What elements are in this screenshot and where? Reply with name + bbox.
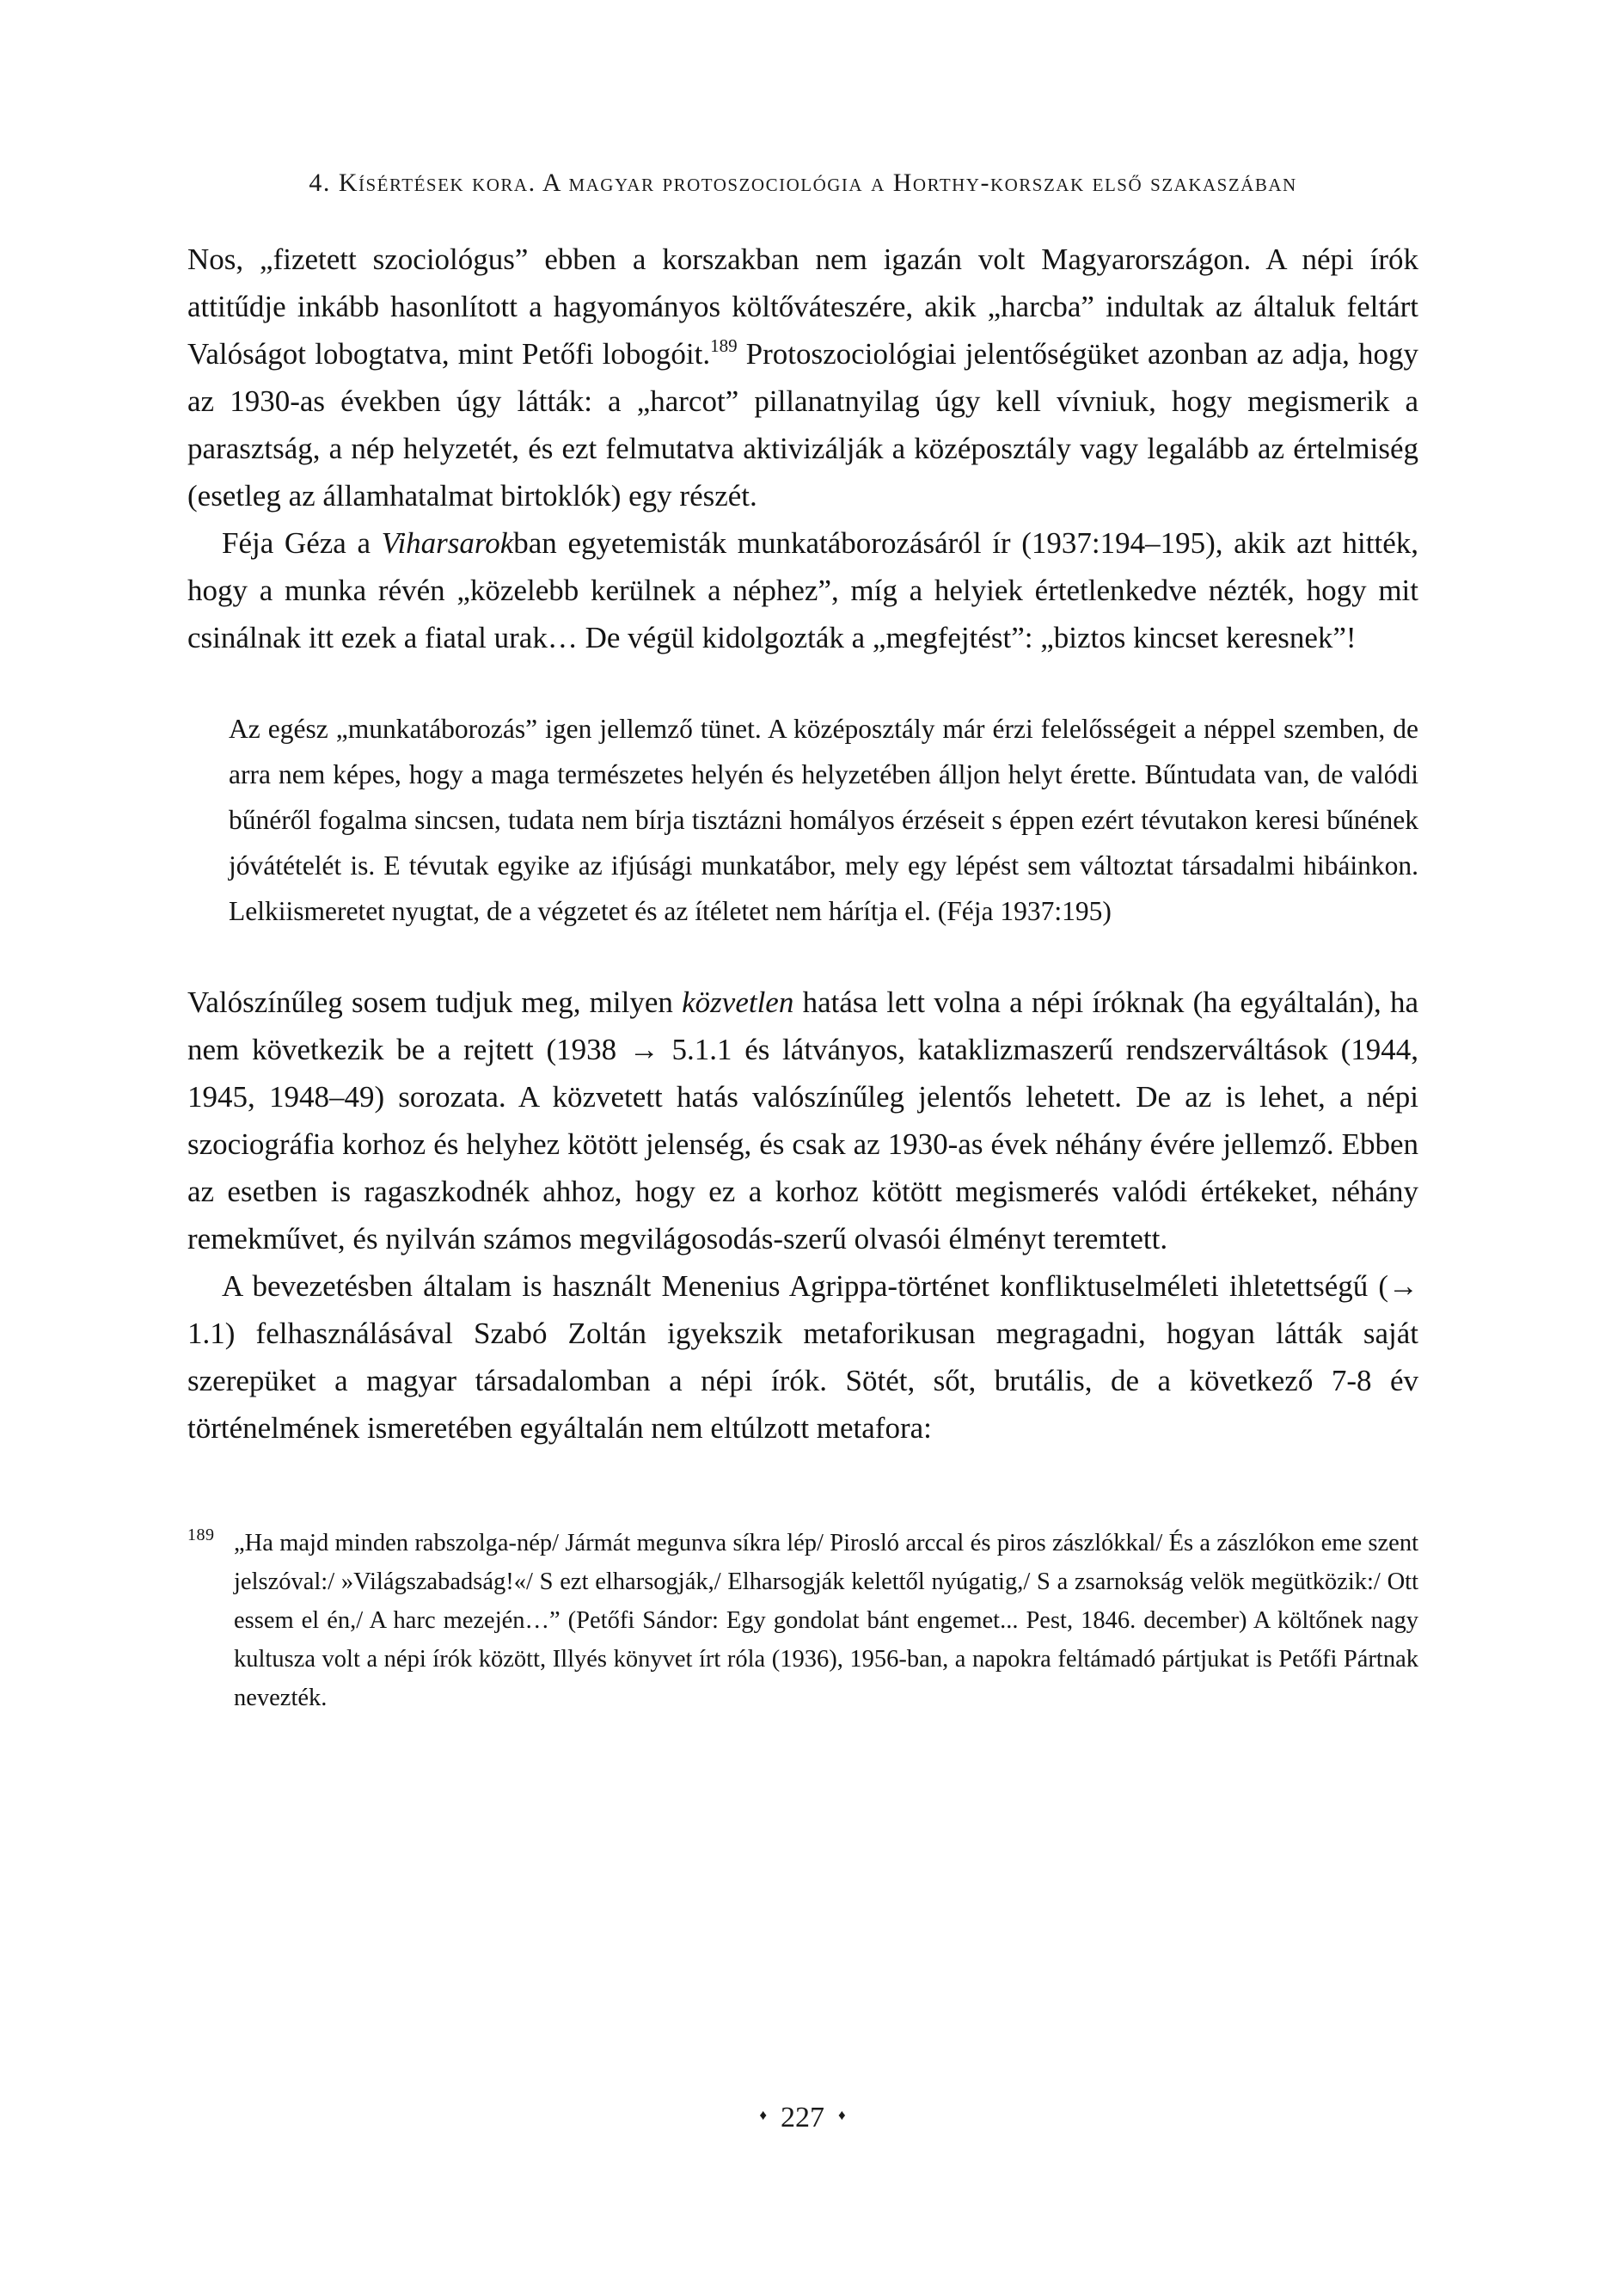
page-number: 227 <box>781 2102 824 2133</box>
footnote-text: „Ha majd minden rabszolga-nép/ Jármát megunva síkra lép/ Pirosló arccal és piros zászlókkal/ És a zászlókon eme szent jelszóval:/ »Világszabadság!«/ S ezt elharsogják,/ Elharsogják kelettől nyúgatig,/ S a zsarnokság velök megütközik:/ Ott essem el én,/ A harc mezején…” (Petőfi Sándor: Egy gondolat bánt engemet... Pest, 1846. december) A költőnek nagy kultusza volt a népi írók között, Illyés könyvet írt róla (1936), 1956-ban, a napokra feltámadó pártjukat is Petőfi Pártnak nevezték. <box>234 1530 1418 1711</box>
paragraph-2-text: Féja Géza a <box>222 526 382 560</box>
paragraph-1-continuation: Protoszociológiai jelentőségüket azonban az adja, hogy az 1930-as években úgy látták: a „harcot” pillanatnyilag úgy kell vívniuk, hogy megismerik a parasztság, a nép helyzetét, és ezt felmutatva aktivizálják a középosztály vagy legalább az értelmiség (esetleg az államhatalmat birtoklók) egy részét. <box>187 337 1418 513</box>
page-footer <box>0 2102 1605 2134</box>
block-quote: Az egész „munkatáborozás” igen jellemző tünet. A középosztály már érzi felelősségeit a néppel szemben, de arra nem képes, hogy a maga természetes helyén és helyzetében álljon helyt érette. Bűntudata van, de valódi bűnéről fogalma sincsen, tudata nem bírja tisztázni homályos érzéseit s éppen ezért tévutakon keresi bűnének jóvátételét is. E tévutak egyike az ifjúsági munkatábor, mely egy lépést sem változtat társadalmi hibáinkon. Lelkiismeretet nyugtat, de a végzetet és az ítéletet nem hárítja el. (Féja 1937:195) <box>229 714 1418 926</box>
paragraph-3-continuation: hatása lett volna a népi íróknak (ha egyáltalán), ha nem következik be a rejtett (1938 → 5.1.1 és látványos, kataklizmaszerű rendszerváltások (1944, 1945, 1948–49) sorozata. A közvetett hatás valószínűleg jelentős lehetett. De az is lehet, a népi szociográfia korhoz és helyhez kötött jelenség, és csak az 1930-as évek néhány évére jellemző. Ebben az esetben is ragaszkodnék ahhoz, hogy ez a korhoz kötött megismerés valódi értékeket, néhány remekművet, és nyilván számos megvilágosodás-szerű olvasói élményt teremtett. <box>187 985 1418 1255</box>
running-header: 4. Kísértések kora. A magyar protoszociológia a Horthy-korszak első szakaszában <box>309 169 1297 197</box>
paragraph-3-text: Valószínűleg sosem tudjuk meg, milyen <box>187 985 683 1019</box>
book-title-italic: Viharsarok <box>381 526 514 560</box>
footnote-number: 189 <box>187 1526 215 1544</box>
text-block <box>187 0 1418 1717</box>
paragraph-3 <box>187 979 1418 1262</box>
paragraph-1-text: Nos, „fizetett szociológus” ebben a korszakban nem igazán volt Magyarországon. A népi írók attitűdje inkább hasonlított a hagyományos költőváteszére, akik „harcba” indultak az általuk feltárt Valóságot lobogtatva, mint Petőfi lobogóit. <box>187 242 1418 371</box>
emphasis-italic: közvetlen <box>682 985 794 1019</box>
body-copy <box>187 236 1418 1452</box>
footnote-reference: 189 <box>710 335 738 356</box>
diamond-bullet-icon: ♦ <box>759 2107 767 2123</box>
paragraph-4: A bevezetésben általam is használt Menenius Agrippa-történet konfliktuselméleti ihletettségű (→ 1.1) felhasználásával Szabó Zoltán igyekszik metaforikusan megragadni, hogyan látták saját szerepüket a magyar társadalomban a népi írók. Sötét, sőt, brutális, de a következő 7-8 év történelmének ismeretében egyáltalán nem eltúlzott metafora: <box>187 1269 1418 1445</box>
diamond-bullet-icon: ♦ <box>838 2107 846 2123</box>
footnote <box>187 1524 1418 1717</box>
paragraph-1 <box>187 236 1418 519</box>
paragraph-2 <box>187 519 1418 661</box>
paragraph-2-continuation: ban egyetemisták munkatáborozásáról ír (1937:194–195), akik azt hitték, hogy a munka révén „közelebb kerülnek a néphez”, míg a helyiek értetlenkedve nézték, hogy mit csinálnak itt ezek a fiatal urak… De végül kidolgozták a „megfejtést”: „biztos kincset keresnek”! <box>187 526 1418 654</box>
